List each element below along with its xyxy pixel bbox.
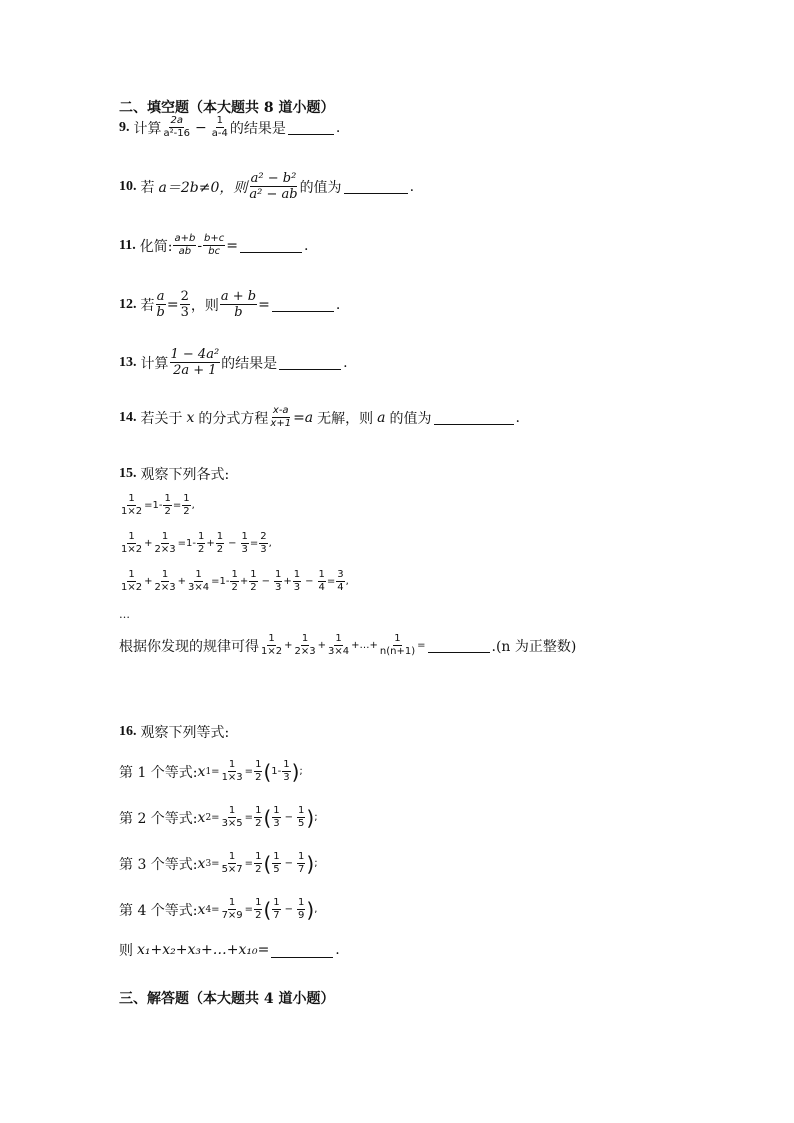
operator: −: [305, 576, 314, 587]
row-label: 第 1 个等式:: [119, 764, 198, 781]
answer-blank[interactable]: [240, 238, 302, 253]
question-number: 11.: [119, 237, 136, 253]
question-12: [119, 290, 340, 319]
operator: −: [261, 576, 270, 587]
punctuation: ;: [314, 858, 318, 869]
left-paren: (: [263, 897, 272, 922]
subscript: 2: [205, 812, 212, 823]
punctuation: .: [515, 409, 520, 426]
answer-blank[interactable]: [272, 297, 334, 312]
subscript: 1: [205, 766, 212, 777]
operator: +: [284, 640, 293, 651]
question-text: .(n 为正整数): [491, 638, 577, 655]
punctuation: ;: [314, 812, 318, 823]
punctuation: ,: [268, 538, 272, 549]
equation-part: =a: [293, 409, 314, 426]
fraction: 1 3: [273, 805, 280, 829]
punctuation: .: [304, 237, 309, 254]
answer-blank[interactable]: [434, 410, 514, 425]
fraction: $\frac{1}{3\times 5}$: [221, 805, 243, 829]
operator: =: [166, 296, 179, 313]
section-title-answer: 三、解答题（本大题共 4 道小题）: [119, 991, 335, 1007]
punctuation: ,: [191, 500, 195, 511]
left-paren: (: [263, 759, 272, 784]
answer-blank[interactable]: [428, 638, 490, 653]
q15-rule: [119, 634, 576, 657]
punctuation: ,: [345, 576, 349, 587]
text: =1-: [144, 500, 163, 511]
question-number: 13.: [119, 354, 137, 370]
text: =1-: [177, 538, 196, 549]
answer-blank[interactable]: [279, 355, 341, 370]
question-9: [119, 116, 340, 139]
fraction: 1 5: [273, 851, 280, 875]
fraction: $\frac{1}{2}$: [255, 805, 262, 829]
operator: =: [226, 237, 239, 254]
question-number: 10.: [119, 178, 137, 194]
question-number: 9.: [119, 119, 130, 135]
subscript: 3: [205, 858, 212, 869]
variable: x: [197, 855, 206, 872]
fraction: $\frac{1}{2}$: [250, 569, 257, 593]
question-13: [119, 348, 348, 377]
row-label: 第 4 个等式:: [119, 902, 198, 919]
fraction: $\frac{1}{3}$: [293, 569, 301, 593]
fraction: $\frac{1}{2\times 3}$: [154, 531, 176, 555]
operator: =: [172, 500, 182, 511]
question-text: 若: [140, 179, 155, 196]
operator: +: [177, 576, 186, 587]
fraction: $\frac{1}{3\times 4}$: [188, 569, 210, 593]
question-10: [119, 172, 414, 201]
question-text: 的值为: [389, 410, 432, 427]
condition: a＝2b≠0，则: [158, 179, 248, 196]
fraction: $\frac{a + b}{b}$: [220, 289, 257, 320]
punctuation: ,: [314, 904, 318, 915]
question-text: 化简:: [139, 238, 173, 255]
question-text: 无解，则: [317, 410, 374, 427]
fraction: $\frac{1}{2}$: [164, 493, 171, 517]
variable: a: [377, 409, 386, 426]
q15-line-2: [119, 532, 272, 555]
section-title-fill-in: 二、填空题（本大题共 8 道小题）: [119, 100, 335, 116]
question-text: 的结果是: [221, 355, 278, 372]
operator: +: [144, 576, 153, 587]
fraction: 1 1×2: [261, 633, 283, 657]
row-label: 第 2 个等式:: [119, 810, 198, 827]
q16-row-1: 第 1 个等式: x 1 = $\frac{1}{1\times 3}$ = $\frac{1}{2}$ ( 1 - 1 3 ) ;: [119, 759, 303, 784]
fraction: $\frac{1}{2}$: [255, 897, 262, 921]
sum-expression: x₁+x₂+x₃+…+x₁₀=: [137, 942, 270, 958]
fraction: 2a a²-16: [163, 115, 190, 139]
punctuation: ;: [299, 766, 303, 777]
punctuation: .: [409, 178, 415, 195]
operator: +: [144, 538, 153, 549]
answer-blank[interactable]: [344, 179, 408, 194]
right-paren: ): [291, 759, 300, 784]
question-text: 若关于: [140, 410, 183, 427]
q15-ellipsis: …: [119, 608, 130, 621]
fraction: $\frac{1}{2}$: [255, 759, 262, 783]
fraction: $\frac{a}{b}$: [156, 289, 165, 320]
fraction: 1 3: [283, 759, 290, 783]
question-text: ，则: [190, 297, 219, 314]
question-number: 14.: [119, 409, 137, 425]
fraction: $\frac{b+c}{bc}$: [204, 233, 225, 257]
fraction: $\frac{1}{3}$: [275, 569, 282, 593]
punctuation: .: [343, 354, 348, 371]
operator: =: [258, 296, 270, 313]
question-text: 则: [119, 943, 133, 959]
q16-row-4: 第 4 个等式: x 4 = $\frac{1}{7\times 9}$ = $\frac{1}{2}$ ( 1 7 − $\frac{1}{9}$ ) ,: [119, 897, 318, 922]
fraction: a² − b² a² − ab: [249, 171, 298, 202]
fraction: $\frac{1}{3}$: [241, 531, 248, 555]
operator: −: [284, 858, 294, 869]
operator: =: [249, 538, 259, 549]
right-paren: ): [306, 805, 315, 830]
term: 1: [271, 766, 278, 777]
q16-row-3: 第 3 个等式: x 3 = $\frac{1}{5\times 7}$ = $\frac{1}{2}$ ( 1 5 − $\frac{1}{7}$ ) ;: [119, 851, 318, 876]
question-text: 计算: [140, 355, 169, 372]
q16-sum: [119, 940, 340, 960]
question-text: 计算: [133, 120, 162, 137]
fraction: $\frac{2}{3}$: [180, 289, 189, 320]
fraction: $\frac{1}{3\times 4}$: [328, 633, 350, 657]
operator: -: [197, 237, 203, 254]
question-14: [119, 406, 520, 429]
subscript: 4: [205, 904, 212, 915]
answer-blank[interactable]: [271, 943, 333, 958]
question-11: [119, 234, 308, 257]
operator: +…+: [351, 640, 378, 651]
operator: −: [284, 904, 294, 915]
fraction: $\frac{1}{9}$: [298, 897, 305, 921]
punctuation: .: [335, 296, 341, 313]
right-paren: ): [306, 897, 315, 922]
fraction: a+b ab: [174, 233, 196, 257]
fraction: $\frac{3}{4}$: [337, 569, 344, 593]
fraction: $\frac{1}{1\times 2}$: [121, 493, 143, 517]
answer-blank[interactable]: [288, 120, 334, 135]
operator: +: [283, 576, 292, 587]
fraction: $\frac{1}{7}$: [298, 851, 305, 875]
operator: -: [277, 766, 282, 777]
question-text: 观察下列各式:: [140, 467, 230, 483]
fraction: $\frac{1}{2\times 3}$: [154, 569, 176, 593]
row-label: 第 3 个等式:: [119, 856, 198, 873]
operator: −: [194, 119, 207, 136]
question-number: 16.: [119, 724, 137, 739]
fraction: $\frac{x-a}{x+1}$: [270, 405, 292, 429]
question-text: 若: [140, 297, 155, 314]
question-text: 观察下列等式:: [140, 725, 230, 741]
fraction: $\frac{1}{2\times 3}$: [294, 633, 316, 657]
fraction: $\frac{1}{5}$: [298, 805, 305, 829]
fraction: $\frac{1}{a-4}$: [211, 115, 228, 139]
fraction: $\frac{1}{5\times 7}$: [221, 851, 243, 875]
operator: −: [228, 538, 237, 549]
fraction: 1 1×2: [121, 569, 143, 593]
punctuation: .: [335, 119, 341, 136]
fraction: $\frac{1}{4}$: [318, 569, 325, 593]
operator: +: [239, 576, 249, 587]
right-paren: ): [306, 851, 315, 876]
fraction: $\frac{2}{3}$: [260, 531, 267, 555]
question-text: 的值为: [299, 179, 342, 196]
variable: x: [197, 901, 206, 918]
question-number: 15.: [119, 466, 137, 481]
question-15: [119, 464, 229, 484]
fraction: $\frac{1}{n(n+1)}$: [379, 633, 416, 657]
fraction: 1 7: [273, 897, 280, 921]
operator: −: [284, 812, 294, 823]
fraction: $\frac{1}{7\times 9}$: [221, 897, 243, 921]
variable: x: [197, 809, 206, 826]
q15-line-3: [119, 570, 349, 593]
question-text: 的分式方程: [198, 410, 269, 427]
operator: =: [326, 576, 336, 587]
fraction: 1 2: [197, 531, 205, 555]
q15-line-1: [119, 494, 195, 517]
q16-row-2: 第 2 个等式: x 2 = $\frac{1}{3\times 5}$ = $\frac{1}{2}$ ( 1 3 − $\frac{1}{5}$ ) ;: [119, 805, 318, 830]
operator: +: [206, 538, 215, 549]
text: =1-: [211, 576, 230, 587]
question-text: 的结果是: [229, 120, 286, 137]
question-16: [119, 722, 229, 742]
question-number: 12.: [119, 296, 137, 312]
operator: +: [317, 640, 326, 651]
operator: =: [417, 640, 426, 651]
fraction: $\frac{1}{2}$: [183, 493, 190, 517]
left-paren: (: [263, 851, 272, 876]
fraction: 1 2: [231, 569, 238, 593]
fraction: $\frac{1}{2}$: [255, 851, 262, 875]
fraction: $\frac{1}{1\times 3}$: [221, 759, 243, 783]
variable: x: [186, 409, 195, 426]
variable: x: [197, 763, 206, 780]
fraction: 1 1×2: [121, 531, 143, 555]
punctuation: .: [335, 942, 340, 958]
fraction: $\frac{1}{2}$: [216, 531, 224, 555]
fraction: 1 − 4a² 2a + 1: [170, 347, 220, 378]
left-paren: (: [263, 805, 272, 830]
question-text: 根据你发现的规律可得: [119, 638, 259, 655]
